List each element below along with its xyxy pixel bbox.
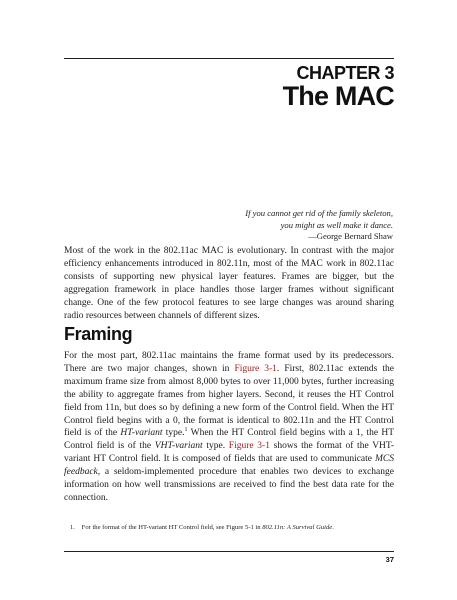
epigraph bbox=[133, 208, 393, 243]
framing-text: type. bbox=[162, 428, 185, 439]
framing-text: When the HT Control field begins with a 1, the HT Control field is of the bbox=[64, 428, 395, 452]
epigraph-line-1: If you cannot get rid of the family skeleton, bbox=[245, 208, 393, 218]
epigraph-attribution: —George Bernard Shaw bbox=[308, 231, 393, 241]
framing-paragraph bbox=[64, 350, 394, 505]
chapter-top-rule bbox=[64, 58, 394, 59]
footnote-marker[interactable]: 1 bbox=[184, 427, 188, 434]
footnote-text: . bbox=[332, 524, 334, 531]
framing-text: type. bbox=[202, 441, 229, 452]
framing-text: For the most part, 802.11ac maintains the frame format used by its predecessors. There are two major changes, shown in bbox=[64, 351, 394, 374]
footnote bbox=[64, 523, 394, 532]
framing-text: , a seldom-implemented procedure that enables two devices to exchange information on how well transmissions are received to find the best data rate for the connection. bbox=[64, 467, 394, 503]
section-heading: Framing bbox=[64, 324, 133, 344]
framing-text: shows the format of the VHT-variant HT Control field. It is composed of fields that are used to communicate bbox=[64, 441, 395, 465]
emphasis-term: VHT-variant bbox=[154, 441, 203, 452]
emphasis-term: HT-variant bbox=[120, 428, 163, 439]
intro-paragraph: Most of the work in the 802.11ac MAC is evolutionary. In contrast with the major efficiency enhancements introduced in 802.11n, most of the MAC work in 802.11ac consists of supporting new physical layer features. Frames are bigger, but the aggregation framework in place handles those larger frames without significant change. One of the few protocol features to see large changes was around sharing radio resources between channels of different sizes. bbox=[64, 246, 394, 321]
footnote-book-title: 802.11n: A Survival Guide bbox=[262, 524, 333, 531]
figure-link[interactable]: Figure 3-1 bbox=[228, 441, 270, 452]
page-number: 37 bbox=[385, 555, 394, 564]
chapter-label: CHAPTER 3 bbox=[296, 63, 394, 83]
footer-rule bbox=[64, 551, 394, 552]
footnote-number: 1. bbox=[70, 524, 75, 531]
epigraph-line-2: you might as well make it dance. bbox=[280, 219, 393, 230]
footnote-text: For the format of the HT-variant HT Control field, see Figure 5-1 in bbox=[81, 524, 263, 531]
figure-link[interactable]: Figure 3-1 bbox=[234, 363, 277, 374]
emphasis-term: MCS feedback bbox=[64, 454, 394, 478]
chapter-title: The MAC bbox=[282, 81, 394, 111]
framing-text: . First, 802.11ac extends the maximum frame size from almost 8,000 bytes to over 11,000 bytes, further increasing the ability to aggregate frames from higher layers. Second, it reuses the HT Control field from 11n, but does so by defining a new form of the Control field. When the HT Control field begins with a 0, the format is identical to 802.11n and the HT Control field is of the bbox=[64, 363, 394, 439]
